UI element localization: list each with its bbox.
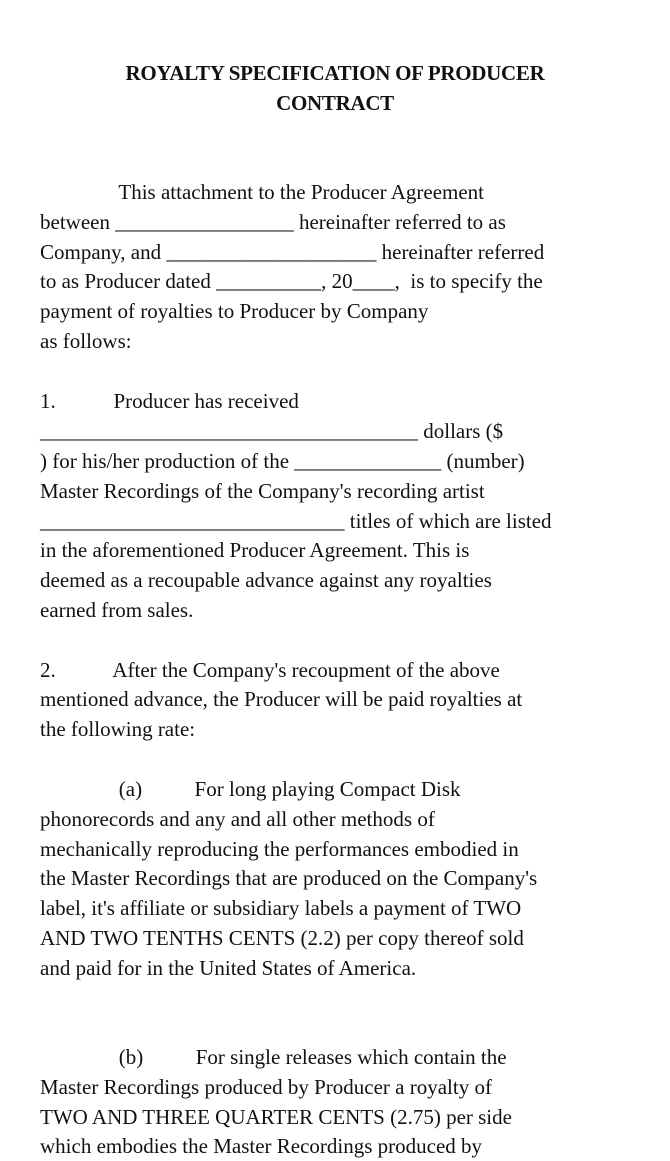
section-2a-line: the Master Recordings that are produced on the Company's bbox=[40, 866, 538, 890]
section-2b-line: TWO AND THREE QUARTER CENTS (2.75) per side bbox=[40, 1105, 512, 1129]
intro-line: This attachment to the Producer Agreement bbox=[40, 180, 485, 204]
intro-line: payment of royalties to Producer by Company bbox=[40, 299, 429, 323]
section-1-line: ____________________________________ dollars ($ bbox=[40, 419, 504, 443]
section-2-line: 2. After the Company's recoupment of the above bbox=[40, 658, 500, 682]
section-2a-line: label, it's affiliate or subsidiary labels a payment of TWO bbox=[40, 896, 522, 920]
section-1-line: _____________________________ titles of which are listed bbox=[40, 509, 552, 533]
intro-line: between _________________ hereinafter referred to as bbox=[40, 210, 506, 234]
section-2a-line: and paid for in the United States of America. bbox=[40, 956, 417, 980]
section-2a-line: mechanically reproducing the performances embodied in bbox=[40, 837, 519, 861]
section-2a-line: AND TWO TENTHS CENTS (2.2) per copy thereof sold bbox=[40, 926, 524, 950]
section-2b-line: Master Recordings produced by Producer a royalty of bbox=[40, 1075, 492, 1099]
section-1-line: in the aforementioned Producer Agreement. This is bbox=[40, 538, 470, 562]
section-2a-line: (a) For long playing Compact Disk bbox=[40, 777, 461, 801]
section-2b-line: which embodies the Master Recordings produced by bbox=[40, 1134, 483, 1158]
section-1-line: Master Recordings of the Company's recording artist bbox=[40, 479, 485, 503]
document-title-line-2: CONTRACT bbox=[276, 91, 394, 115]
intro-line: as follows: bbox=[40, 329, 132, 353]
section-1-line: 1. Producer has received bbox=[40, 389, 299, 413]
intro-line: Company, and ____________________ hereinafter referred bbox=[40, 240, 545, 264]
document-title-line-1: ROYALTY SPECIFICATION OF PRODUCER bbox=[125, 61, 545, 85]
section-2b-line: (b) For single releases which contain the bbox=[40, 1045, 507, 1069]
section-2-line: the following rate: bbox=[40, 717, 196, 741]
section-1-line: earned from sales. bbox=[40, 598, 194, 622]
section-1-line: deemed as a recoupable advance against any royalties bbox=[40, 568, 492, 592]
section-2a-line: phonorecords and any and all other methods of bbox=[40, 807, 435, 831]
section-2-line: mentioned advance, the Producer will be paid royalties at bbox=[40, 687, 523, 711]
intro-line: to as Producer dated __________, 20____, is to specify the bbox=[40, 269, 543, 293]
section-1-line: ) for his/her production of the ______________ (number) bbox=[40, 449, 525, 473]
